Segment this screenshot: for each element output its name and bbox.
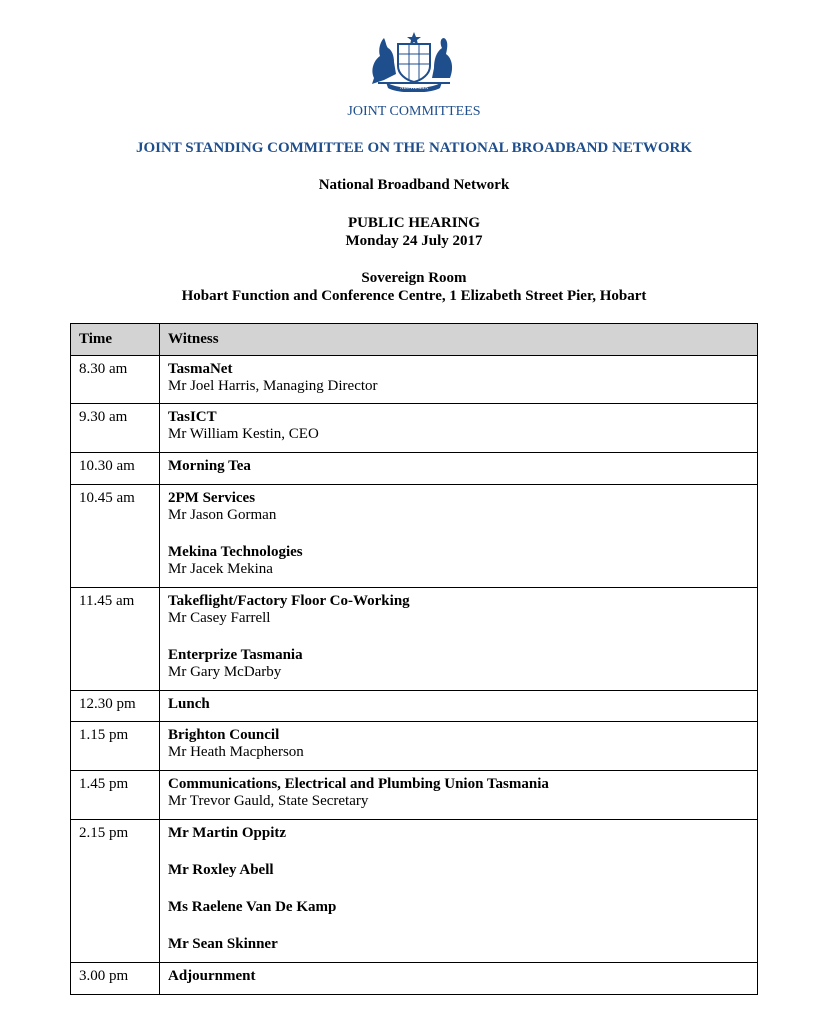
table-row bbox=[71, 453, 758, 485]
witness-person: Mr Trevor Gauld, State Secretary bbox=[168, 793, 369, 809]
row-witness bbox=[160, 356, 758, 404]
witness-name: Ms Raelene Van De Kamp bbox=[168, 899, 337, 915]
witness-person: Mr Joel Harris, Managing Director bbox=[168, 378, 378, 394]
header-time: Time bbox=[71, 324, 160, 356]
witness-name: Mr Roxley Abell bbox=[168, 862, 274, 878]
table-row bbox=[71, 963, 758, 995]
row-witness bbox=[160, 404, 758, 453]
row-witness bbox=[160, 691, 758, 722]
table-row bbox=[71, 691, 758, 722]
witness-person: Mr Jacek Mekina bbox=[168, 561, 273, 577]
hearing-date: Monday 24 July 2017 bbox=[345, 233, 483, 249]
row-time: 12.30 pm bbox=[71, 691, 160, 722]
row-witness bbox=[160, 820, 758, 963]
row-time: 8.30 am bbox=[71, 356, 160, 404]
witness-person: Mr Casey Farrell bbox=[168, 610, 271, 626]
row-witness bbox=[160, 963, 758, 995]
witness-org: Mekina Technologies bbox=[168, 544, 303, 560]
witness-org: Communications, Electrical and Plumbing Union Tasmania bbox=[168, 776, 549, 792]
row-witness bbox=[160, 453, 758, 485]
inquiry-title: National Broadband Network bbox=[318, 177, 510, 193]
witness-org: Adjournment bbox=[168, 968, 256, 984]
table-row bbox=[71, 722, 758, 771]
table-row bbox=[71, 404, 758, 453]
crest-motto: AUSTRALIA bbox=[399, 86, 429, 91]
row-time: 1.15 pm bbox=[71, 722, 160, 771]
row-witness bbox=[160, 588, 758, 691]
table-row bbox=[71, 820, 758, 963]
row-witness bbox=[160, 485, 758, 588]
committee-title: JOINT STANDING COMMITTEE ON THE NATIONAL BROADBAND NETWORK bbox=[135, 140, 693, 156]
witness-person: Mr Heath Macpherson bbox=[168, 744, 304, 760]
row-witness bbox=[160, 771, 758, 820]
hearing-info bbox=[0, 214, 828, 250]
row-time: 3.00 pm bbox=[71, 963, 160, 995]
witness-org: Morning Tea bbox=[168, 458, 251, 474]
hearing-type: PUBLIC HEARING bbox=[347, 215, 481, 231]
witness-org: Lunch bbox=[168, 696, 210, 712]
schedule-table bbox=[70, 323, 758, 995]
table-row bbox=[71, 771, 758, 820]
venue-info bbox=[0, 269, 828, 305]
venue-room: Sovereign Room bbox=[361, 270, 467, 286]
witness-name: Mr Martin Oppitz bbox=[168, 825, 287, 841]
witness-name: Mr Sean Skinner bbox=[168, 936, 278, 952]
witness-org: TasICT bbox=[168, 409, 217, 425]
witness-org: 2PM Services bbox=[168, 490, 256, 506]
table-header-row bbox=[71, 324, 758, 356]
row-time: 2.15 pm bbox=[71, 820, 160, 963]
witness-org: TasmaNet bbox=[168, 361, 233, 377]
coat-of-arms-icon bbox=[366, 30, 462, 92]
row-time: 9.30 am bbox=[71, 404, 160, 453]
table-row bbox=[71, 588, 758, 691]
row-time: 1.45 pm bbox=[71, 771, 160, 820]
venue-address: Hobart Function and Conference Centre, 1 Elizabeth Street Pier, Hobart bbox=[181, 288, 647, 304]
witness-org: Takeflight/Factory Floor Co-Working bbox=[168, 593, 410, 609]
joint-committees-label: JOINT COMMITTEES bbox=[347, 104, 481, 119]
row-witness bbox=[160, 722, 758, 771]
table-row bbox=[71, 485, 758, 588]
witness-org: Enterprize Tasmania bbox=[168, 647, 303, 663]
witness-person: Mr William Kestin, CEO bbox=[168, 426, 319, 442]
witness-person: Mr Jason Gorman bbox=[168, 507, 277, 523]
row-time: 10.30 am bbox=[71, 453, 160, 485]
header-witness: Witness bbox=[160, 324, 758, 356]
row-time: 10.45 am bbox=[71, 485, 160, 588]
witness-org: Brighton Council bbox=[168, 727, 280, 743]
witness-person: Mr Gary McDarby bbox=[168, 664, 282, 680]
row-time: 11.45 am bbox=[71, 588, 160, 691]
table-row bbox=[71, 356, 758, 404]
